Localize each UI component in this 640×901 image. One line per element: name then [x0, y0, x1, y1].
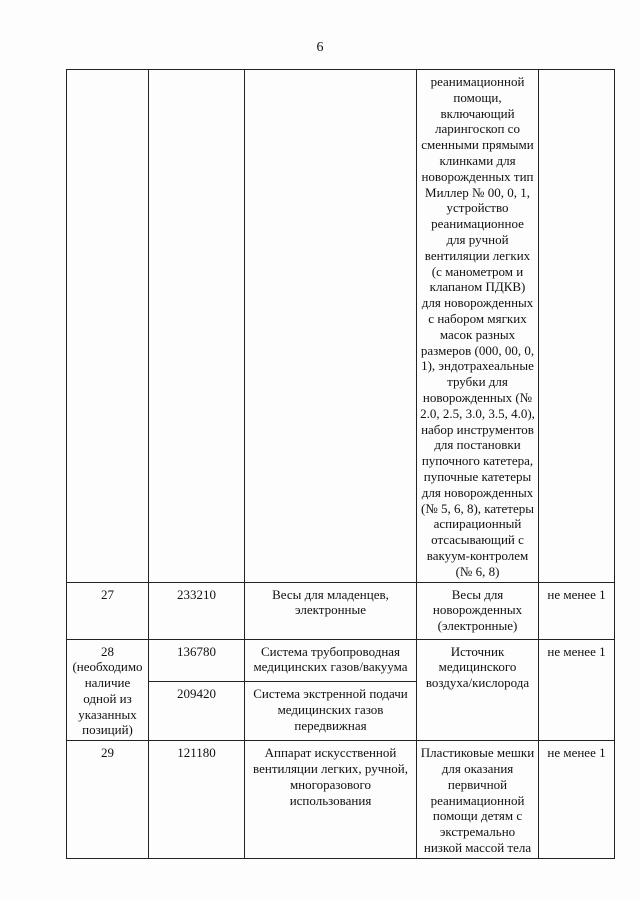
cell-name: Система экстренной подачи медицинских газов передвижная — [245, 682, 417, 741]
cell-code: 121180 — [149, 741, 245, 859]
cell-num: 29 — [67, 741, 149, 859]
cell-num: 27 — [67, 582, 149, 639]
cell-num — [67, 70, 149, 583]
cell-name: Весы для младенцев, электронные — [245, 582, 417, 639]
page-number: 6 — [316, 40, 324, 55]
table-row-continued — [67, 70, 615, 583]
table-row-29 — [67, 741, 615, 859]
cell-equipment: реанимационной помощи, включающий ларингоскоп со сменными прямыми клинками для новорожденных тип Миллер № 00, 0, 1, устройство реанимационное для ручной вентиляции легких (с манометром и клапаном ПДКВ) для новорожденных с набором мягких масок разных размеров (000, 00, 0, 1), эндотрахеальные трубки для новорожденных (№ 2.0, 2.5, 3.0, 3.5, 4.0), набор инструментов для постановки пупочного катетера, пупочные катетеры для новорожденных (№ 5, 6, 8), катетеры аспирационный отсасывающий с вакуум-контролем (№ 6, 8) — [417, 70, 539, 583]
cell-name — [245, 70, 417, 583]
cell-code: 233210 — [149, 582, 245, 639]
cell-quantity: не менее 1 — [539, 582, 615, 639]
table-row-28a — [67, 639, 615, 682]
cell-name: Система трубопроводная медицинских газов/вакуума — [245, 639, 417, 682]
cell-quantity: не менее 1 — [539, 741, 615, 859]
cell-quantity — [539, 70, 615, 583]
table-row-27 — [67, 582, 615, 639]
cell-equipment: Источник медицинского воздуха/кислорода — [417, 639, 539, 741]
cell-code — [149, 70, 245, 583]
cell-code: 209420 — [149, 682, 245, 741]
cell-name: Аппарат искусственной вентиляции легких, ручной, многоразового использования — [245, 741, 417, 859]
cell-quantity: не менее 1 — [539, 639, 615, 741]
cell-num: 28 (необходимо наличие одной из указанных позиций) — [67, 639, 149, 741]
cell-equipment: Пластиковые мешки для оказания первичной реанимационной помощи детям с экстремально низкой массой тела — [417, 741, 539, 859]
cell-equipment: Весы для новорожденных (электронные) — [417, 582, 539, 639]
equipment-table — [66, 69, 615, 859]
cell-code: 136780 — [149, 639, 245, 682]
